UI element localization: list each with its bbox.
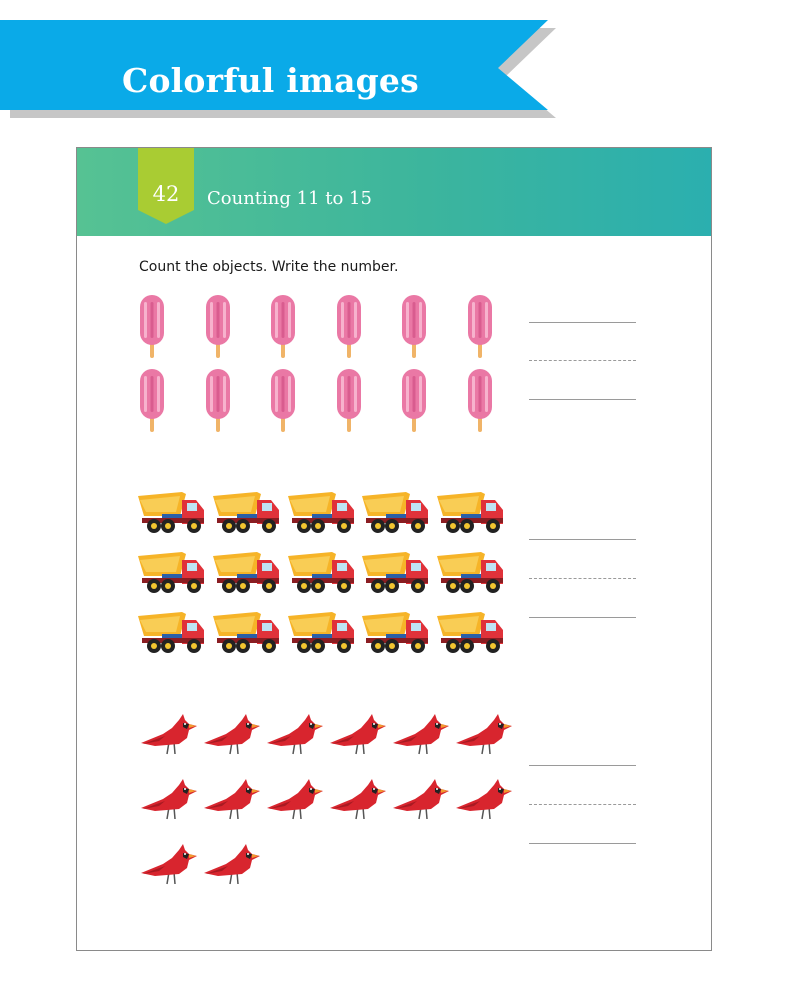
popsicle-icon [138, 368, 166, 434]
writing-line-base[interactable] [529, 399, 636, 400]
dump-truck-icon [362, 610, 430, 654]
workbook-page [76, 147, 712, 951]
cardinal-bird-icon [391, 779, 449, 821]
lesson-number-tab [138, 148, 194, 224]
cardinal-bird-icon [139, 714, 197, 756]
instruction-text: Count the objects. Write the number. [139, 259, 399, 275]
cardinal-bird-icon [139, 844, 197, 886]
dump-truck-icon [138, 550, 206, 594]
banner-title: Colorful images [122, 61, 419, 100]
writing-line-top[interactable] [529, 539, 636, 540]
popsicle-icon [335, 368, 363, 434]
cardinal-bird-icon [202, 779, 260, 821]
cardinal-bird-icon [454, 714, 512, 756]
dump-truck-icon [213, 550, 281, 594]
popsicle-icon [466, 294, 494, 360]
cardinal-bird-icon [202, 844, 260, 886]
popsicle-icon [204, 368, 232, 434]
dump-truck-icon [437, 550, 505, 594]
writing-line-base[interactable] [529, 617, 636, 618]
dump-truck-icon [138, 490, 206, 534]
dump-truck-icon [213, 490, 281, 534]
cardinal-bird-icon [139, 779, 197, 821]
popsicle-icon [466, 368, 494, 434]
dump-truck-icon [362, 550, 430, 594]
lesson-title: Counting 11 to 15 [207, 188, 372, 209]
dump-truck-icon [288, 490, 356, 534]
popsicle-icon [138, 294, 166, 360]
lesson-header [77, 148, 711, 236]
writing-line-mid[interactable] [529, 804, 636, 805]
banner-ribbon [0, 20, 556, 118]
cardinal-bird-icon [328, 779, 386, 821]
writing-line-top[interactable] [529, 322, 636, 323]
popsicle-icon [400, 368, 428, 434]
writing-line-base[interactable] [529, 843, 636, 844]
cardinal-bird-icon [328, 714, 386, 756]
dump-truck-icon [437, 610, 505, 654]
cardinal-bird-icon [454, 779, 512, 821]
popsicle-icon [269, 294, 297, 360]
lesson-number: 42 [152, 182, 180, 206]
popsicle-icon [335, 294, 363, 360]
popsicle-icon [269, 368, 297, 434]
writing-line-mid[interactable] [529, 578, 636, 579]
dump-truck-icon [138, 610, 206, 654]
dump-truck-icon [288, 610, 356, 654]
cardinal-bird-icon [265, 714, 323, 756]
popsicle-icon [204, 294, 232, 360]
dump-truck-icon [213, 610, 281, 654]
dump-truck-icon [362, 490, 430, 534]
popsicle-icon [400, 294, 428, 360]
cardinal-bird-icon [265, 779, 323, 821]
dump-truck-icon [437, 490, 505, 534]
cardinal-bird-icon [202, 714, 260, 756]
writing-line-mid[interactable] [529, 360, 636, 361]
dump-truck-icon [288, 550, 356, 594]
cardinal-bird-icon [391, 714, 449, 756]
writing-line-top[interactable] [529, 765, 636, 766]
